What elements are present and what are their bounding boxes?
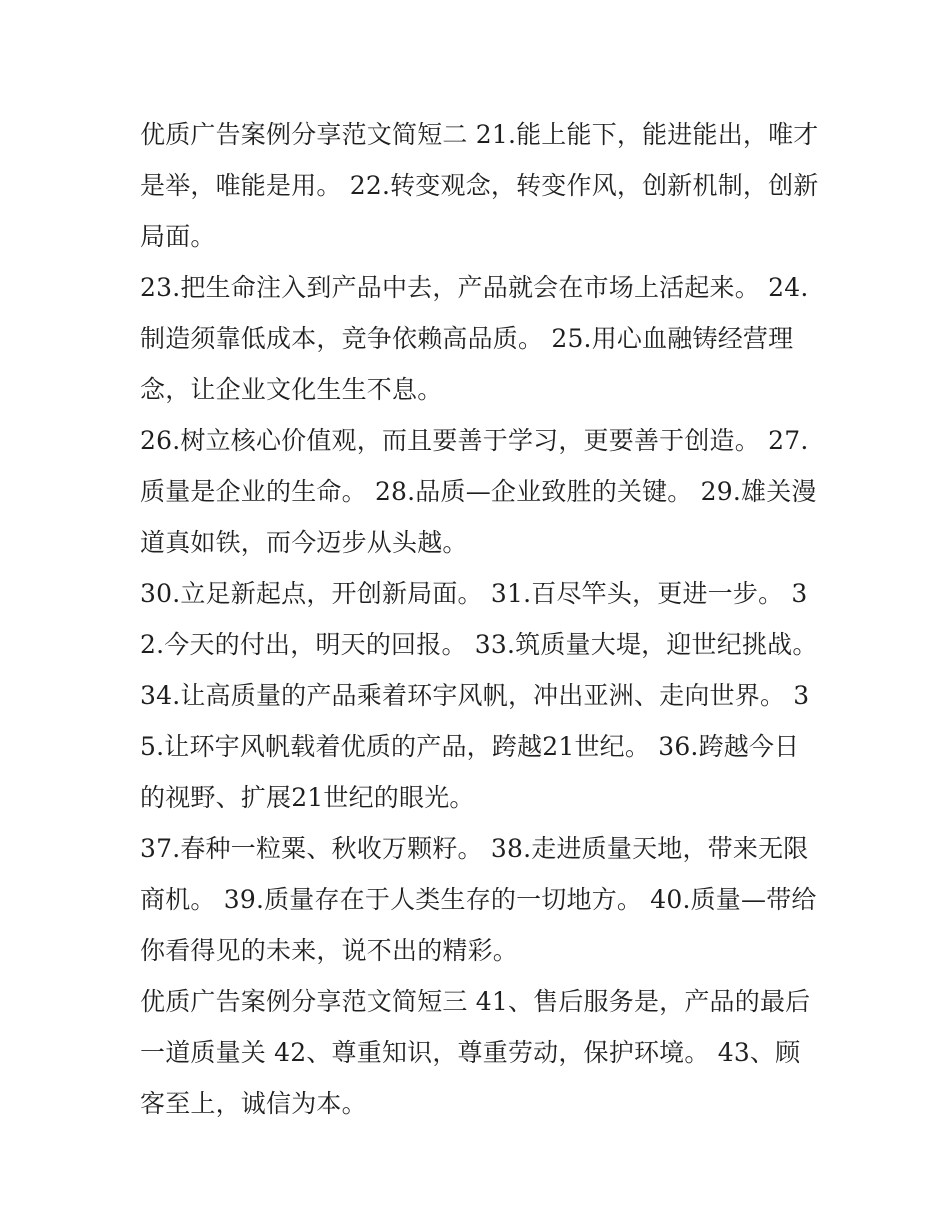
paragraph-1: 优质广告案例分享范文简短二 21.能上能下，能进能出，唯才是举，唯能是用。 22.转变观念，转变作风，创新机制，创新局面。 [140,120,819,251]
paragraph-6: 37.春种一粒粟、秋收万颗籽。 38.走进质量天地，带来无限商机。 39.质量存在于人类生存的一切地方。 40.质量—带给你看得见的未来，说不出的精彩。 [140,834,817,965]
document-body [140,109,820,1129]
paragraph-3: 26.树立核心价值观，而且要善于学习，更要善于创造。 27.质量是企业的生命。 28.品质—企业致胜的关键。 29.雄关漫道真如铁，而今迈步从头越。 [140,426,817,557]
paragraph-2: 23.把生命注入到产品中去，产品就会在市场上活起来。 24.制造须靠低成本，竞争依赖高品质。 25.用心血融铸经营理念，让企业文化生生不息。 [140,273,809,404]
paragraph-7: 优质广告案例分享范文简短三 41、售后服务是，产品的最后一道质量关 42、尊重知识，尊重劳动，保护环境。 43、顾客至上，诚信为本。 [140,987,811,1118]
paragraph-5: 34.让高质量的产品乘着环宇风帆，冲出亚洲、走向世界。 35.让环宇风帆载着优质的产品，跨越21世纪。 36.跨越今日的视野、扩展21世纪的眼光。 [140,681,810,812]
paragraph-4: 30.立足新起点，开创新局面。 31.百尽竿头，更进一步。 32.今天的付出，明天的回报。 33.筑质量大堤，迎世纪挑战。 [140,579,818,659]
